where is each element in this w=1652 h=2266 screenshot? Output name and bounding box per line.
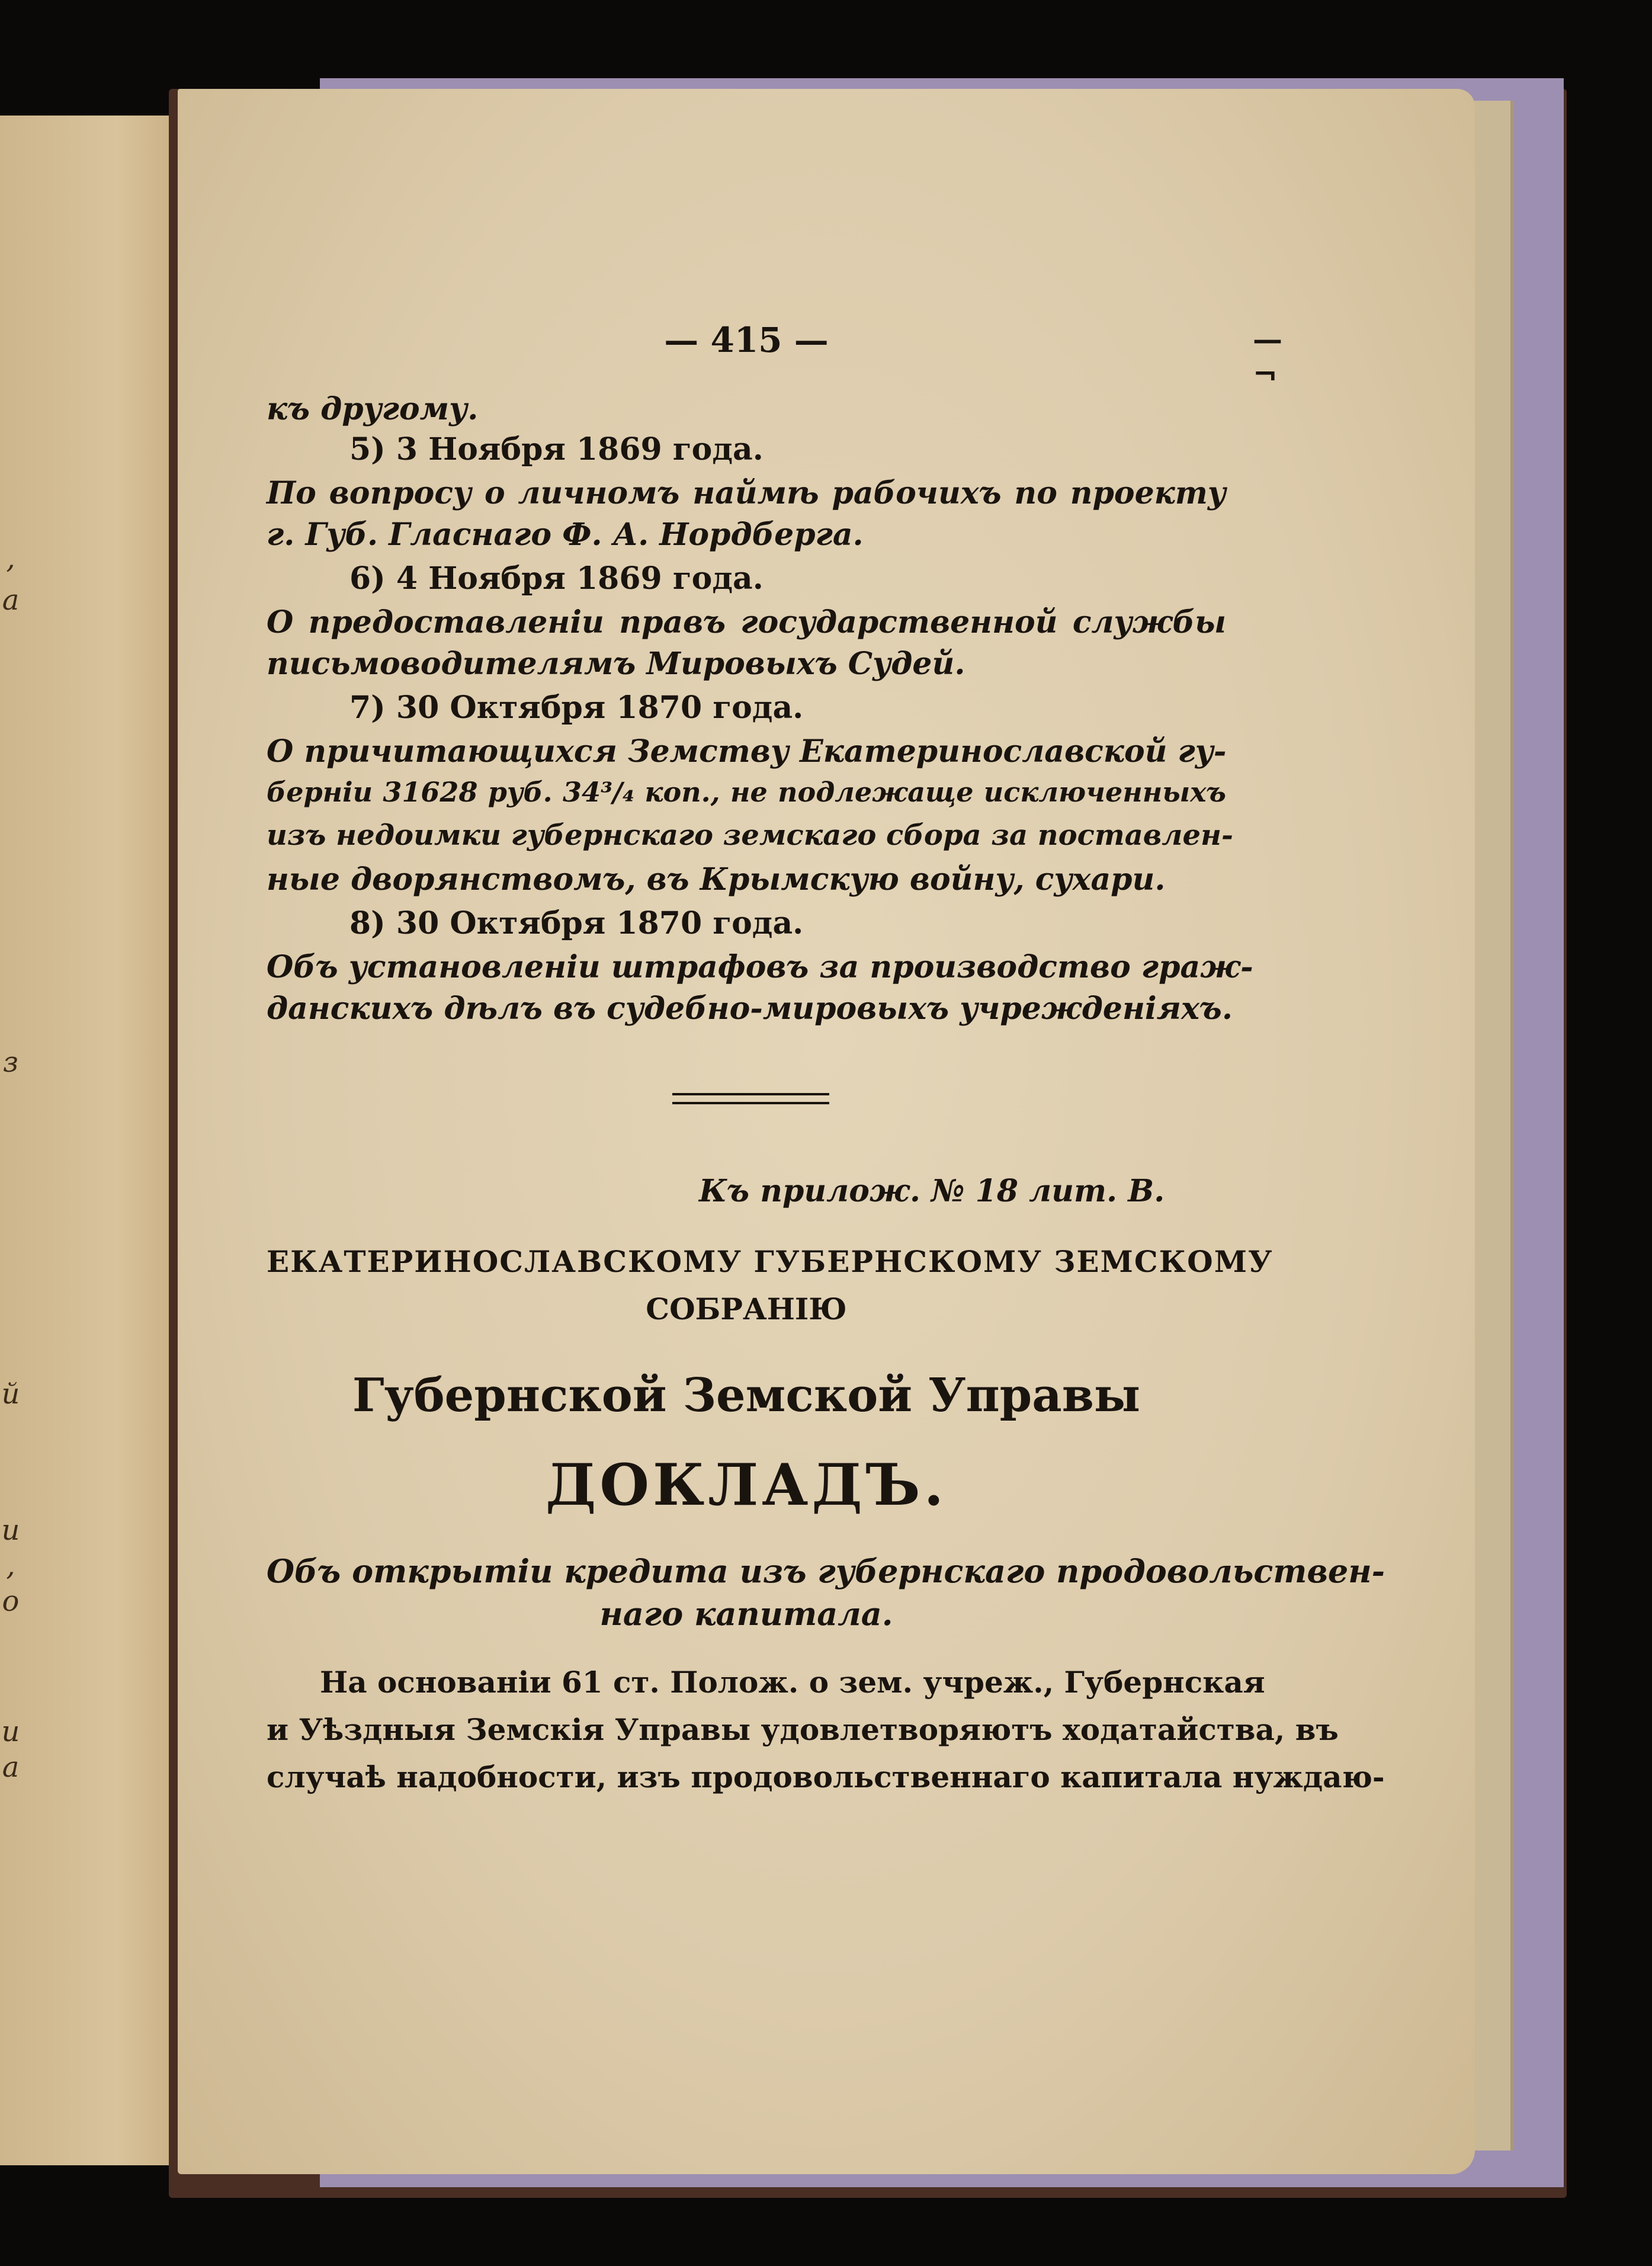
margin-glyph: u [1,1715,20,1748]
list-item: г. Губ. Гласнаго Ф. А. Нордберга. [267,517,864,553]
list-item: берніи 31628 руб. 34³/₄ коп., не подлежаще исключенныхъ [267,776,1226,808]
subject-line: наго капитала. [599,1595,893,1633]
body-line: На основаніи 61 ст. Полож. о зем. учреж., Губернская [320,1665,1265,1700]
annex-reference: Къ прилож. № 18 лит. В. [699,1173,1165,1209]
list-item: данскихъ дѣлъ въ судебно-мировыхъ учрежденіяхъ. [267,991,1233,1027]
list-item: ные дворянствомъ, въ Крымскую войну, сухари. [267,861,1166,898]
margin-glyph: , [6,542,15,575]
margin-glyph: u [1,1514,20,1547]
item-heading: 6) 4 Ноября 1869 года. [349,560,764,597]
item-heading: 5) 3 Ноября 1869 года. [349,431,764,467]
subject-line: Объ открытіи кредита изъ губернскаго продовольствен- [267,1552,1385,1590]
authority-heading: Губернской Земской Управы [352,1368,1141,1422]
margin-glyph: з [2,1046,19,1079]
margin-glyph: й [1,1377,20,1411]
page-number: — 415 — [664,320,829,360]
address-line: ЕКАТЕРИНОСЛАВСКОМУ ГУБЕРНСКОМУ ЗЕМСКОМУ [267,1244,1274,1279]
list-item: О предоставленіи правъ государственной службы [267,604,1226,640]
document-title: ДОКЛАДЪ. [546,1451,947,1518]
double-rule [672,1102,829,1104]
margin-glyph: o [2,1585,20,1618]
double-rule [672,1093,829,1095]
list-item: По вопросу о личномъ наймѣ рабочихъ по проекту [267,475,1226,511]
item-heading: 7) 30 Октября 1870 года. [349,690,804,726]
list-item: О причитающихся Земству Екатеринославской гу- [267,733,1227,770]
list-item: изъ недоимки губернскаго земскаго сбора за поставлен- [267,819,1233,852]
margin-glyph: , [6,1549,15,1582]
margin-glyph: a [2,1751,20,1784]
margin-glyph: a [2,584,20,617]
list-item: письмоводителямъ Мировыхъ Судей. [267,646,965,682]
corner-mark: —¬ [1253,322,1282,392]
address-line: СОБРАНІЮ [646,1291,847,1326]
body-line: случаѣ надобности, изъ продовольственнаго капитала нуждаю- [267,1759,1385,1794]
left-page [0,116,195,2165]
body-line: и Уѣздныя Земскія Управы удовлетворяютъ ходатайства, въ [267,1712,1339,1747]
list-item: къ другому. [267,391,479,427]
item-heading: 8) 30 Октября 1870 года. [349,905,804,941]
list-item: Объ установленіи штрафовъ за производство граж- [267,949,1253,985]
